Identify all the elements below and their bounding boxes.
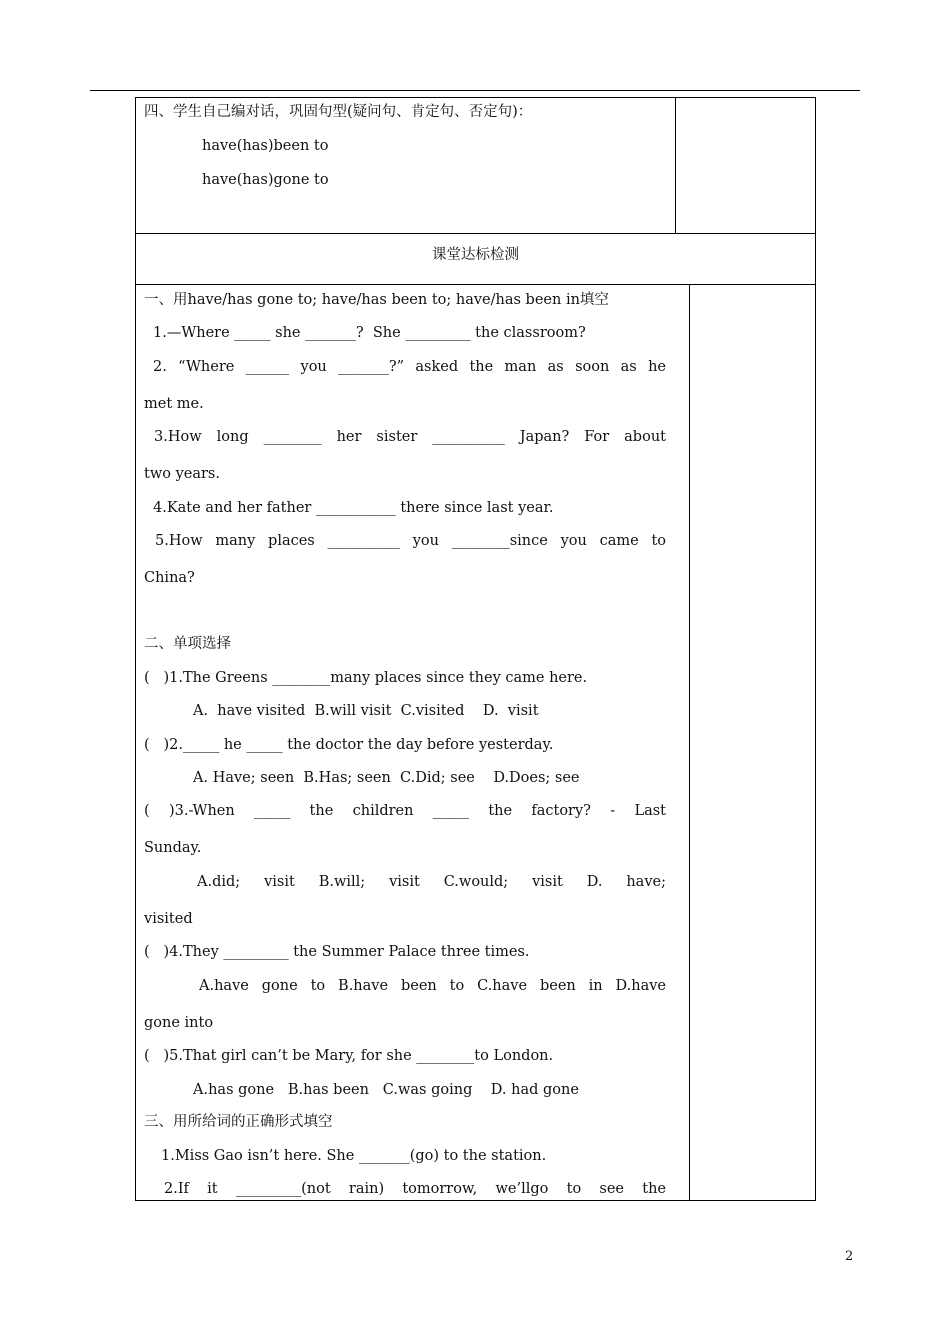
part1-question-1: 1.—Where _____ she _______? She _________ the classroom?: [153, 325, 586, 341]
part2-question-4-options-cont: gone into: [144, 1015, 214, 1031]
row-divider: [136, 233, 815, 234]
part3-question-2: 2.If it _________(not rain) tomorrow, we’llgo to see the: [164, 1181, 666, 1197]
page-number: 2: [845, 1249, 854, 1264]
part2-question-4: ( )4.They _________ the Summer Palace three times.: [144, 944, 530, 960]
part1-question-3-cont: two years.: [144, 466, 220, 482]
part2-question-5: ( )5.That girl can’t be Mary, for she ________to London.: [144, 1048, 554, 1064]
part3-question-1: 1.Miss Gao isn’t here. She _______(go) to the station.: [161, 1148, 547, 1164]
part1-question-5: 5.How many places __________ you ________since you came to: [155, 533, 666, 549]
part2-question-1: ( )1.The Greens ________many places since they came here.: [144, 670, 588, 686]
column-divider: [675, 98, 676, 233]
part2-question-5-options: A.has gone B.has been C.was going D. had gone: [193, 1082, 579, 1098]
part1-question-3: 3.How long ________ her sister __________ Japan? For about: [154, 429, 666, 445]
section4-heading: 四、学生自己编对话，巩固句型(疑问句、肯定句、否定句)：: [144, 104, 533, 120]
pattern-gone-to: have(has)gone to: [202, 172, 329, 188]
part1-question-5-cont: China?: [144, 570, 195, 586]
part2-question-1-options: A. have visited B.will visit C.visited D. visit: [193, 703, 539, 719]
column-divider: [689, 284, 690, 1200]
part2-question-2: ( )2._____ he _____ the doctor the day before yesterday.: [144, 737, 554, 753]
part2-question-3-options-cont: visited: [144, 911, 193, 927]
check-title: 课堂达标检测: [432, 247, 519, 263]
part2-question-3: ( )3.-When _____ the children _____ the factory? - Last: [144, 803, 666, 819]
part3-heading: 三、用所给词的正确形式填空: [144, 1114, 333, 1130]
header-rule: [90, 90, 860, 91]
part2-question-2-options: A. Have; seen B.Has; seen C.Did; see D.Does; see: [193, 770, 580, 786]
part1-question-2: 2. “Where ______ you _______?” asked the man as soon as he: [153, 359, 666, 375]
part2-question-4-options: A.have gone to B.have been to C.have been in D.have: [199, 978, 666, 994]
part2-question-3-options: A.did; visit B.will; visit C.would; visit D. have;: [197, 874, 666, 890]
row-divider: [136, 284, 815, 285]
pattern-been-to: have(has)been to: [202, 138, 329, 154]
part1-question-4: 4.Kate and her father ___________ there since last year.: [153, 500, 554, 516]
part1-question-2-cont: met me.: [144, 396, 204, 412]
part2-heading: 二、单项选择: [144, 636, 231, 652]
part2-question-3-cont: Sunday.: [144, 840, 202, 856]
part1-heading: 一、用have/has gone to; have/has been to; have/has been in填空: [144, 292, 609, 308]
